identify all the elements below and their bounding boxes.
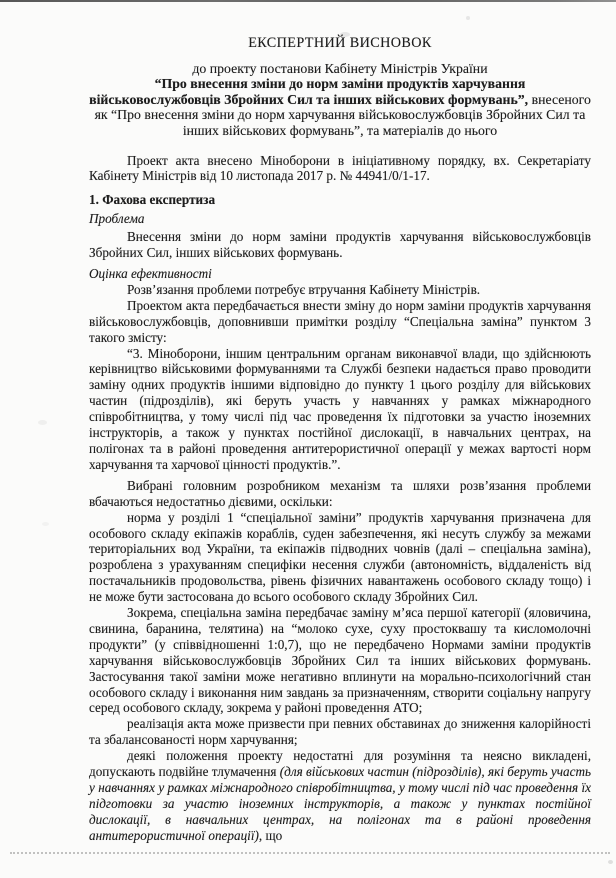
document-header: [89, 36, 591, 139]
paragraph-intro: Проект акта внесено Міноборони в ініціативному порядку, вх. Секретаріату Кабінету Міністрів від 10 листопада 2017 р. № 44941/0/1-17.: [89, 152, 591, 184]
scan-artifact-bottom-noise: [10, 852, 610, 854]
document-subtitle-line: як “Про внесення зміни до норм харчування військовослужбовців Збройних Сил та: [94, 107, 586, 123]
scan-artifact-smudge: [38, 420, 47, 425]
document-subtitle-bold-part: військовослужбовців Збройних Сил та інших військових формувань”,: [89, 91, 529, 107]
document-subtitle-line: до проекту постанови Кабінету Міністрів України: [192, 60, 488, 76]
paragraph-zokrema: Зокрема, спеціальна заміна передбачає заміну м’яса першої категорії (яловичина, свинина, баранина, телятина) на “молоко сухе, суху простоквашу та кисломолочні продукти” (у співвідношенні 1:0,7), що не передбачено Нормами заміни продуктів харчування військовослужбовців Збройних Сил та інших військових формувань. Застосування такої заміни може негативно вплинути на морально-психологічний стан особового складу і виконання ним завдань за призначенням, створити соціальну напругу серед особового складу, зокрема у районі проведення АТО;: [89, 605, 591, 716]
scan-artifact-smudge: [340, 32, 350, 37]
paragraph-some-provisions: [89, 748, 591, 843]
document-subtitle-line: інших військових формувань”, та матеріалів до нього: [182, 122, 498, 138]
paragraph-some-italic-part: (для військових частин (підрозділів), які беруть участь у навчаннях у рамках міжнародного співробітництва, у тому числі під час проведення їх підготовки за участю іноземних інструкторів, а також у пунктах постійної дислокації, в навчальних центрах, на полігонах та в районі проведення антитерористичної операції): [89, 764, 591, 843]
document-subtitle-regular-part: внесеного: [528, 91, 591, 107]
paragraph-realization: реалізація акта може призвести при певних обставинах до зниження калорійності та збалансованості норм харчування;: [89, 716, 591, 748]
paragraph-norm-special: норма у розділі 1 “спеціальної заміни” продуктів харчування призначена для особового складу екіпажів кораблів, суден забезпечення, які несуть службу за межами територіальних вод України, та екіпажів підводних човнів (далі – спеціальна заміна), розроблена з урахуванням специфіки несення служби (автономність, віддаленість від постачальників продовольства, рівень фізичних навантажень особового складу тощо) і не може бути застосована до всього особового складу Збройних Сил.: [89, 509, 591, 605]
subheading-problem: Проблема: [89, 211, 145, 227]
scan-artifact-smudge: [42, 522, 49, 526]
paragraph-some-regular-part: деякі положення проекту недостатні для розуміння та неясно викладені, допускають подвійне тлумачення: [89, 748, 591, 780]
section-heading-expertise: 1. Фахова експертиза: [89, 192, 216, 208]
paragraph-chosen-mechanism: Вибрані головним розробником механізм та шляхи розв’язання проблеми вбачаються недостатньо дієвими, оскільки:: [89, 477, 591, 509]
paragraph-quote-item3: “3. Міноборони, іншим центральним органам виконавчої влади, що здійснюють керівництво військовими формуваннями та Службі безпеки надається право проводити заміну одних продуктів іншими відповідно до пункту 1 цього розділу для військових частин (підрозділів), які беруть участь у навчаннях у рамках міжнародного співробітництва, у тому числі під час проведення їх підготовки за участю іноземних інструкторів, а також у пунктах постійної дислокації, в навчальних центрах, на полігонах та в районі проведення антитерористичної операції у межах вартості норм харчування та харчової цінності продуктів.”.: [89, 345, 591, 472]
document-subtitle-bold-line: “Про внесення зміни до норм заміни продуктів харчування: [154, 76, 526, 92]
subheading-efficiency: Оцінка ефективності: [89, 266, 212, 281]
scan-artifact-top-edge: [0, 0, 616, 2]
paragraph-solution: Розв’язання проблеми потребує втручання Кабінету Міністрів.: [127, 281, 481, 297]
document-body: [89, 153, 591, 844]
paragraph-problem: Внесення зміни до норм заміни продуктів харчування військовослужбовців Збройних Сил, інших військових формувань.: [89, 229, 591, 261]
scan-artifact-smudge: [466, 16, 470, 20]
paragraph-project: Проектом акта передбачається внести зміну до норм заміни продуктів харчування військовослужбовців, доповнивши примітки розділу “Спеціальна заміна” пунктом 3 такого змісту:: [89, 297, 591, 345]
document-title: ЕКСПЕРТНИЙ ВИСНОВОК: [248, 35, 432, 51]
paragraph-some-end-part: , що: [258, 827, 283, 843]
document-subtitle-mixed-line: [89, 92, 591, 108]
scan-artifact-smudge: [608, 860, 613, 864]
